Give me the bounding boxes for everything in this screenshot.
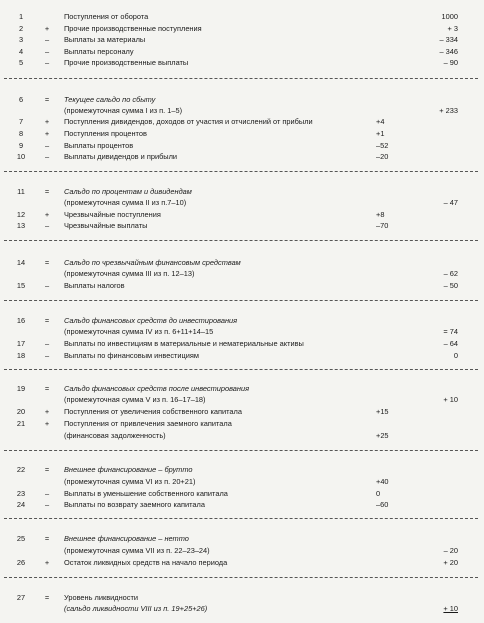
row-label: (сальдо ликвидности VIII из п. 19+25+26) [64, 604, 208, 613]
row-total: + 10 [443, 604, 458, 613]
row-label: Поступления от увеличения собственного капитала [64, 407, 242, 416]
statement-row [0, 351, 484, 361]
statement-row [0, 339, 484, 349]
row-operator: + [44, 558, 50, 567]
row-number: 21 [16, 419, 26, 428]
row-operator: – [44, 47, 50, 56]
row-number: 3 [18, 35, 24, 44]
row-total: – 334 [439, 35, 458, 44]
section-divider [4, 518, 478, 519]
section-divider [4, 577, 478, 578]
row-operator: + [44, 24, 50, 33]
row-number: 23 [16, 489, 26, 498]
row-operator: – [44, 141, 50, 150]
row-total: – 64 [443, 339, 458, 348]
statement-row [0, 395, 484, 405]
row-subvalue: –52 [376, 141, 389, 150]
row-number: 4 [18, 47, 24, 56]
row-operator: = [44, 384, 50, 393]
row-total: – 50 [443, 281, 458, 290]
statement-row [0, 407, 484, 417]
row-label: Чрезвычайные поступления [64, 210, 161, 219]
row-operator: = [44, 258, 50, 267]
row-total: 0 [453, 351, 458, 360]
row-total: + 233 [439, 106, 458, 115]
statement-row [0, 384, 484, 394]
row-label: Выплаты процентов [64, 141, 134, 150]
row-label: Выплаты налогов [64, 281, 125, 290]
row-label: Поступления от привлечения заемного капитала [64, 419, 232, 428]
statement-row [0, 187, 484, 197]
row-label: Поступления процентов [64, 129, 147, 138]
row-total: 1000 [441, 12, 458, 21]
statement-row [0, 106, 484, 116]
row-number: 13 [16, 221, 26, 230]
row-label: Внешнее финансирование – нетто [64, 534, 189, 543]
row-number: 1 [18, 12, 24, 21]
row-subvalue: 0 [376, 489, 381, 498]
row-number: 14 [16, 258, 26, 267]
row-number: 8 [18, 129, 24, 138]
statement-row [0, 269, 484, 279]
row-total: + 20 [443, 558, 458, 567]
row-label: (промежуточная сумма V из п. 16–17–18) [64, 395, 206, 404]
row-operator: – [44, 351, 50, 360]
statement-row [0, 210, 484, 220]
row-subvalue: +4 [376, 117, 385, 126]
row-operator: = [44, 316, 50, 325]
row-operator: – [44, 281, 50, 290]
row-number: 25 [16, 534, 26, 543]
row-label: Выплаты по возврату заемного капитала [64, 500, 205, 509]
row-label: Чрезвычайные выплаты [64, 221, 148, 230]
statement-row [0, 24, 484, 34]
row-number: 20 [16, 407, 26, 416]
row-operator: = [44, 534, 50, 543]
row-label: Сальдо финансовых средств до инвестирования [64, 316, 238, 325]
row-total: – 346 [439, 47, 458, 56]
row-total: = 74 [443, 327, 458, 336]
row-operator: + [44, 419, 50, 428]
statement-row [0, 95, 484, 105]
row-label: Текущее сальдо по сбыту [64, 95, 156, 104]
row-total: + 10 [443, 395, 458, 404]
statement-row [0, 258, 484, 268]
row-label: Уровень ликвидности [64, 593, 138, 602]
statement-row [0, 281, 484, 291]
row-operator: – [44, 152, 50, 161]
statement-row [0, 141, 484, 151]
row-number: 19 [16, 384, 26, 393]
row-number: 11 [17, 187, 25, 196]
row-label: (промежуточная сумма VI из п. 20+21) [64, 477, 196, 486]
statement-row [0, 431, 484, 441]
row-label: Выплаты по финансовым инвестициям [64, 351, 199, 360]
row-operator: + [44, 117, 50, 126]
row-label: Выплаты в уменьшение собственного капитала [64, 489, 228, 498]
row-number: 9 [18, 141, 24, 150]
row-label: Внешнее финансирование – брутто [64, 465, 193, 474]
row-subvalue: +40 [376, 477, 389, 486]
row-operator: = [44, 465, 50, 474]
row-label: Сальдо финансовых средств после инвестирования [64, 384, 250, 393]
row-number: 10 [16, 152, 26, 161]
statement-row [0, 198, 484, 208]
statement-row [0, 465, 484, 475]
row-number: 15 [16, 281, 26, 290]
statement-row [0, 604, 484, 614]
row-number: 24 [16, 500, 26, 509]
statement-row [0, 500, 484, 510]
statement-row [0, 117, 484, 127]
row-label: Выплаты персоналу [64, 47, 134, 56]
row-number: 12 [16, 210, 26, 219]
row-label: Выплаты по инвестициям в материальные и нематериальные активы [64, 339, 304, 348]
row-label: (промежуточная сумма IV из п. 6+11+14–15 [64, 327, 214, 336]
statement-row [0, 129, 484, 139]
row-operator: = [44, 187, 50, 196]
row-label: (финансовая задолженность) [64, 431, 166, 440]
row-operator: – [44, 339, 50, 348]
row-label: Прочие производственные поступления [64, 24, 202, 33]
row-operator: + [44, 407, 50, 416]
row-subvalue: –20 [376, 152, 389, 161]
row-number: 5 [18, 58, 24, 67]
row-subvalue: +15 [376, 407, 389, 416]
statement-row [0, 152, 484, 162]
row-subvalue: –60 [376, 500, 389, 509]
statement-row [0, 477, 484, 487]
row-subvalue: +1 [376, 129, 385, 138]
row-label: (промежуточная сумма VII из п. 22–23–24) [64, 546, 210, 555]
row-operator: – [44, 500, 50, 509]
row-total: – 62 [443, 269, 458, 278]
section-divider [4, 78, 478, 79]
row-operator: + [44, 129, 50, 138]
statement-row [0, 58, 484, 68]
row-operator: = [44, 593, 50, 602]
row-operator: = [44, 95, 50, 104]
section-divider [4, 450, 478, 451]
row-label: Выплаты за материалы [64, 35, 146, 44]
statement-row [0, 489, 484, 499]
statement-row [0, 593, 484, 603]
statement-row [0, 12, 484, 22]
row-total: – 20 [443, 546, 458, 555]
row-label: (промежуточная сумма II из п.7–10) [64, 198, 187, 207]
row-total: – 90 [443, 58, 458, 67]
row-number: 7 [18, 117, 24, 126]
row-total: – 47 [443, 198, 458, 207]
section-divider [4, 369, 478, 370]
row-operator: + [44, 210, 50, 219]
row-label: (промежуточная сумма III из п. 12–13) [64, 269, 195, 278]
row-label: Сальдо по процентам и дивидендам [64, 187, 192, 196]
row-number: 6 [18, 95, 24, 104]
section-divider [4, 240, 478, 241]
row-label: Выплаты дивидендов и прибыли [64, 152, 178, 161]
statement-row [0, 546, 484, 556]
row-number: 27 [16, 593, 26, 602]
row-number: 26 [16, 558, 26, 567]
row-operator: – [44, 58, 50, 67]
row-number: 22 [16, 465, 26, 474]
statement-row [0, 419, 484, 429]
statement-row [0, 221, 484, 231]
row-label: Остаток ликвидных средств на начало периода [64, 558, 228, 567]
row-label: Сальдо по чрезвычайным финансовым средствам [64, 258, 241, 267]
row-subvalue: –70 [376, 221, 389, 230]
row-number: 17 [16, 339, 26, 348]
row-label: Поступления дивидендов, доходов от участия и отчислений от прибыли [64, 117, 313, 126]
row-subvalue: +25 [376, 431, 389, 440]
row-operator: – [44, 489, 50, 498]
row-number: 16 [16, 316, 26, 325]
statement-row [0, 327, 484, 337]
row-subvalue: +8 [376, 210, 385, 219]
row-number: 2 [18, 24, 24, 33]
row-operator: – [44, 221, 50, 230]
statement-row [0, 316, 484, 326]
statement-row [0, 35, 484, 45]
row-number: 18 [16, 351, 26, 360]
row-operator: – [44, 35, 50, 44]
row-total: + 3 [447, 24, 458, 33]
statement-row [0, 558, 484, 568]
section-divider [4, 171, 478, 172]
section-divider [4, 300, 478, 301]
row-label: Поступления от оборота [64, 12, 149, 21]
statement-row [0, 47, 484, 57]
statement-row [0, 534, 484, 544]
row-label: Прочие производственные выплаты [64, 58, 189, 67]
row-label: (промежуточная сумма I из п. 1–5) [64, 106, 183, 115]
